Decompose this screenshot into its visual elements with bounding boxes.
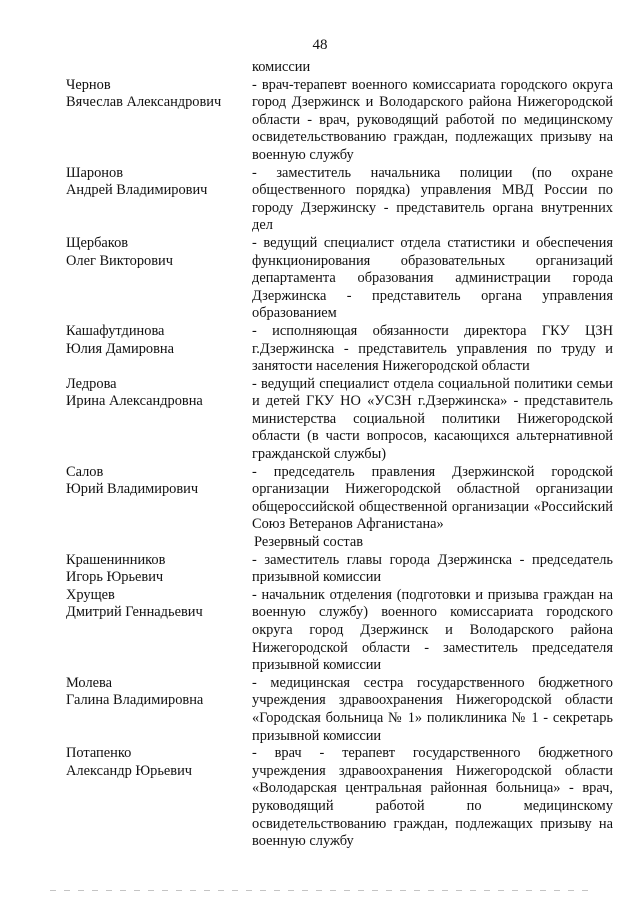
member-surname: Молева: [66, 674, 113, 691]
member-entry: [66, 675, 613, 745]
member-name: [66, 745, 252, 851]
member-list: [66, 59, 613, 851]
section-heading: Резервный состав: [254, 534, 364, 551]
member-surname: Хрущев: [66, 586, 115, 603]
continued-text: комиссии: [252, 59, 311, 75]
member-name: [66, 235, 252, 323]
member-surname: Салов: [66, 463, 104, 480]
member-given-name: Олег Викторович: [66, 252, 173, 269]
member-given-name: Галина Владимировна: [66, 692, 204, 709]
member-given-name: Юлия Дамировна: [66, 340, 174, 357]
member-given-name: Александр Юрьевич: [66, 762, 193, 779]
member-name: [66, 165, 252, 235]
member-given-name: Вячеслав Александрович: [66, 94, 222, 111]
member-name: [66, 552, 252, 587]
member-role: - врач-терапевт военного комиссариата городского округа город Дзержинск и Володарского района Нижегородской области - врач, руководящий работой по медицинскому освидетельствованию граждан, подлежащих призыву на военную службу: [252, 76, 613, 163]
member-role: - исполняющая обязанности директора ГКУ ЦЗН г.Дзержинска - представитель управления по труду и занятости населения Нижегородской области: [252, 322, 613, 375]
page-number: 48: [312, 37, 328, 53]
scan-edge-line: [50, 890, 590, 891]
member-surname: Чернов: [66, 76, 111, 93]
member-role: - врач - терапевт государственного бюджетного учреждения здравоохранения Нижегородской области «Володарская центральная районная больница» - врач, руководящий работой по медицинскому освидетельствованию граждан, подлежащих призыву на военную службу: [252, 745, 613, 850]
member-entry: [66, 464, 613, 534]
member-entry: [66, 323, 613, 376]
member-name: [66, 587, 252, 675]
member-surname: Кашафутдинова: [66, 322, 165, 339]
member-given-name: Дмитрий Геннадьевич: [66, 604, 203, 621]
member-surname: Ледрова: [66, 375, 117, 392]
member-role: - ведущий специалист отдела социальной политики семьи и детей ГКУ НО «УСЗН г.Дзержинска» - представитель министерства социальной политики Нижегородской области (в части вопросов, касающихся альтернативной гражданской службы): [252, 375, 613, 463]
member-entry: [66, 165, 613, 235]
member-given-name: Игорь Юрьевич: [66, 569, 164, 586]
member-entry: [66, 376, 613, 464]
member-surname: Щербаков: [66, 234, 129, 251]
member-given-name: Андрей Владимирович: [66, 182, 208, 199]
member-name: [66, 323, 252, 376]
member-entry: [66, 587, 613, 675]
member-entry: [66, 77, 613, 165]
member-surname: Крашенинников: [66, 551, 166, 568]
member-role: - ведущий специалист отдела статистики и обеспечения функционирования образовательных организаций департамента образования администрации города Дзержинска - представитель органа управления образованием: [252, 234, 613, 322]
member-role: - медицинская сестра государственного бюджетного учреждения здравоохранения Нижегородской области «Городская больница № 1» поликлиника № 1 - секретарь призывной комиссии: [252, 674, 613, 744]
member-surname: Потапенко: [66, 745, 132, 762]
member-surname: Шаронов: [66, 164, 123, 181]
member-entry: [66, 745, 613, 851]
member-name: [66, 376, 252, 464]
member-name: [66, 77, 252, 165]
member-given-name: Юрий Владимирович: [66, 481, 199, 498]
member-role: - председатель правления Дзержинской городской организации Нижегородской областной организации общероссийской общественной организации «Российский Союз Ветеранов Афганистана»: [252, 463, 613, 533]
member-name: [66, 464, 252, 534]
member-role: - начальник отделения (подготовки и призыва граждан на военную службу) военного комиссариата городского округа город Дзержинск и Володарского района Нижегородской области - заместитель председателя призывной комиссии: [252, 586, 613, 674]
member-entry: [66, 235, 613, 323]
member-given-name: Ирина Александровна: [66, 393, 203, 410]
member-role: - заместитель начальника полиции (по охране общественного порядка) управления МВД России по городу Дзержинску - представитель органа внутренних дел: [252, 164, 613, 234]
member-role: - заместитель главы города Дзержинска - председатель призывной комиссии: [252, 551, 613, 586]
member-entry: [66, 552, 613, 587]
member-name: [66, 675, 252, 745]
